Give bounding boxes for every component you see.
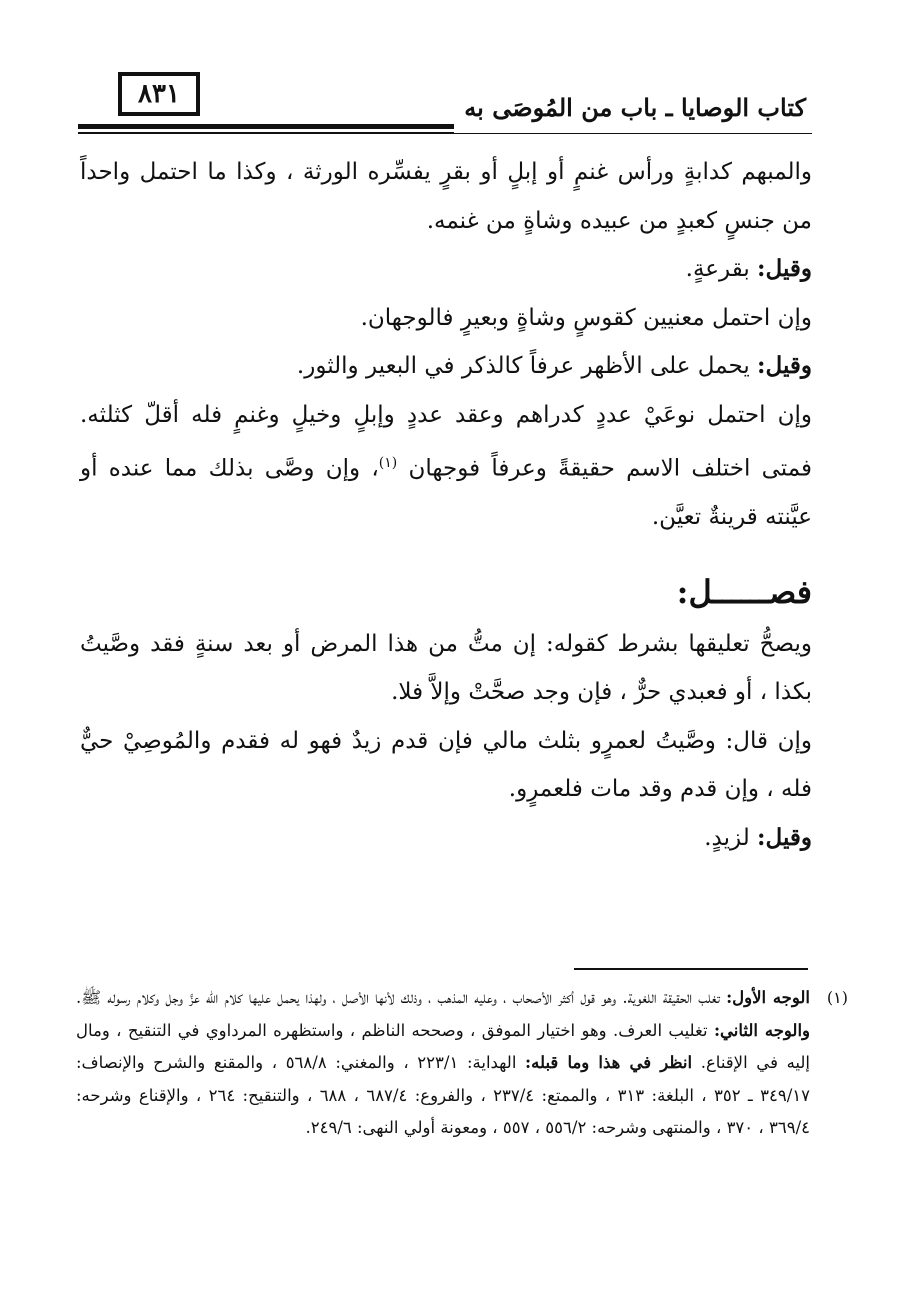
footnote-bold-3: انظر في هذا وما قبله: [525, 1053, 693, 1072]
running-title: كتاب الوصايا ـ باب من المُوصَى به [454, 93, 812, 133]
paragraph-2-lead: وقيل: [757, 255, 812, 282]
footnote-text-3: الهداية: ٢٢٣/١ ، والمغني: ٥٦٨/٨ ، والمقنع والشرح والإنصاف: ٣٤٩/١٧ ـ ٣٥٢ ، البلغة: ٣١٣ ، والممتع: ٢٣٧/٤ ، والفروع: ٦٨٧/٤ ، ٦٨٨ ، والتنقيح: ٢٦٤ ، والإقناع وشرحه: ٣٦٩/٤ ، ٣٧٠ ، والمنتهى وشرحه: ٥٥٦/٢ ، ٥٥٧ ، ومعونة أولي النهى: ٢٤٩/٦. [76, 1053, 811, 1137]
footnote-bold-2: والوجه الثاني: [713, 1020, 810, 1040]
paragraph-8 [80, 814, 812, 863]
footnote-marker: (١) [826, 988, 848, 1007]
paragraph-3: وإن احتمل معنيين كقوسٍ وشاةٍ وبعيرٍ فالوجهان. [360, 304, 812, 331]
footnote-bold-1: الوجه الأول: [726, 988, 811, 1007]
footnote-text-1: تغلب الحقيقة اللغوية. وهو قول أكثر الأصحاب ، وعليه المذهب ، وذلك لأنها الأصل ، ولهذا يحمل عليها كلام الله عزَّ وجل وكلام رسوله ﷺ. [76, 988, 720, 1007]
paragraph-7: وإن قال: وصَّيتُ لعمرٍو بثلث مالي فإن قدم زيدٌ فهو له فقدم والمُوصِيْ حيٌّ فله ، وإن قدم وقد مات فلعمرٍو. [80, 727, 812, 803]
paragraph-6: ويصحُّ تعليقها بشرط كقوله: إن متُّ من هذا المرض أو بعد سنةٍ فقد وصَّيتُ بكذا ، أو فعبدي حرٌّ ، فإن وجد صحَّتْ وإلاَّ فلا. [80, 630, 812, 706]
footnote-reference[interactable]: (١) [378, 455, 398, 471]
paragraph-8-lead: وقيل: [757, 823, 812, 851]
paragraph-5-part-b: ، وإن وصَّى بذلك مما عنده أو عيَّنته قرينةٌ تعيَّن. [80, 455, 812, 531]
main-text [80, 148, 812, 862]
paragraph-5-part-a: وإن احتمل نوعَيْ عددٍ كدراهم وعقد عددٍ وإبلٍ وخيلٍ وغنمٍ فله أقلّ كثلثه. فمتى اختلف الاسم حقيقةً وعرفاً فوجهان [80, 401, 812, 482]
footnote-rule [574, 968, 808, 970]
paragraph-8-text: لزيدٍ. [704, 824, 750, 851]
footnote-1 [76, 982, 848, 1145]
page-number: ٨٣١ [118, 72, 200, 116]
paragraph-1: والمبهم كدابةٍ ورأس غنمٍ أو إبلٍ أو بقرٍ يفسِّره الورثة ، وكذا ما احتمل واحداً من جنسٍ كعبدٍ من عبيده وشاةٍ من غنمه. [80, 159, 812, 234]
paragraph-4-text: يحمل على الأظهر عرفاً كالذكر في البعير والثور. [296, 353, 750, 379]
paragraph-4-lead: وقيل: [757, 352, 812, 379]
paragraph-5 [80, 391, 812, 542]
paragraph-2 [80, 245, 812, 294]
paragraph-2-text: بقرعةٍ. [685, 256, 750, 282]
section-title: فصــــــل: [676, 572, 812, 611]
footnote-text-2: تغليب العرف. وهو اختيار الموفق ، وصححه الناظم ، واستظهره المرداوي في التنقيح ، ومال إليه في الإقناع. [76, 1020, 811, 1072]
paragraph-4 [80, 342, 812, 391]
